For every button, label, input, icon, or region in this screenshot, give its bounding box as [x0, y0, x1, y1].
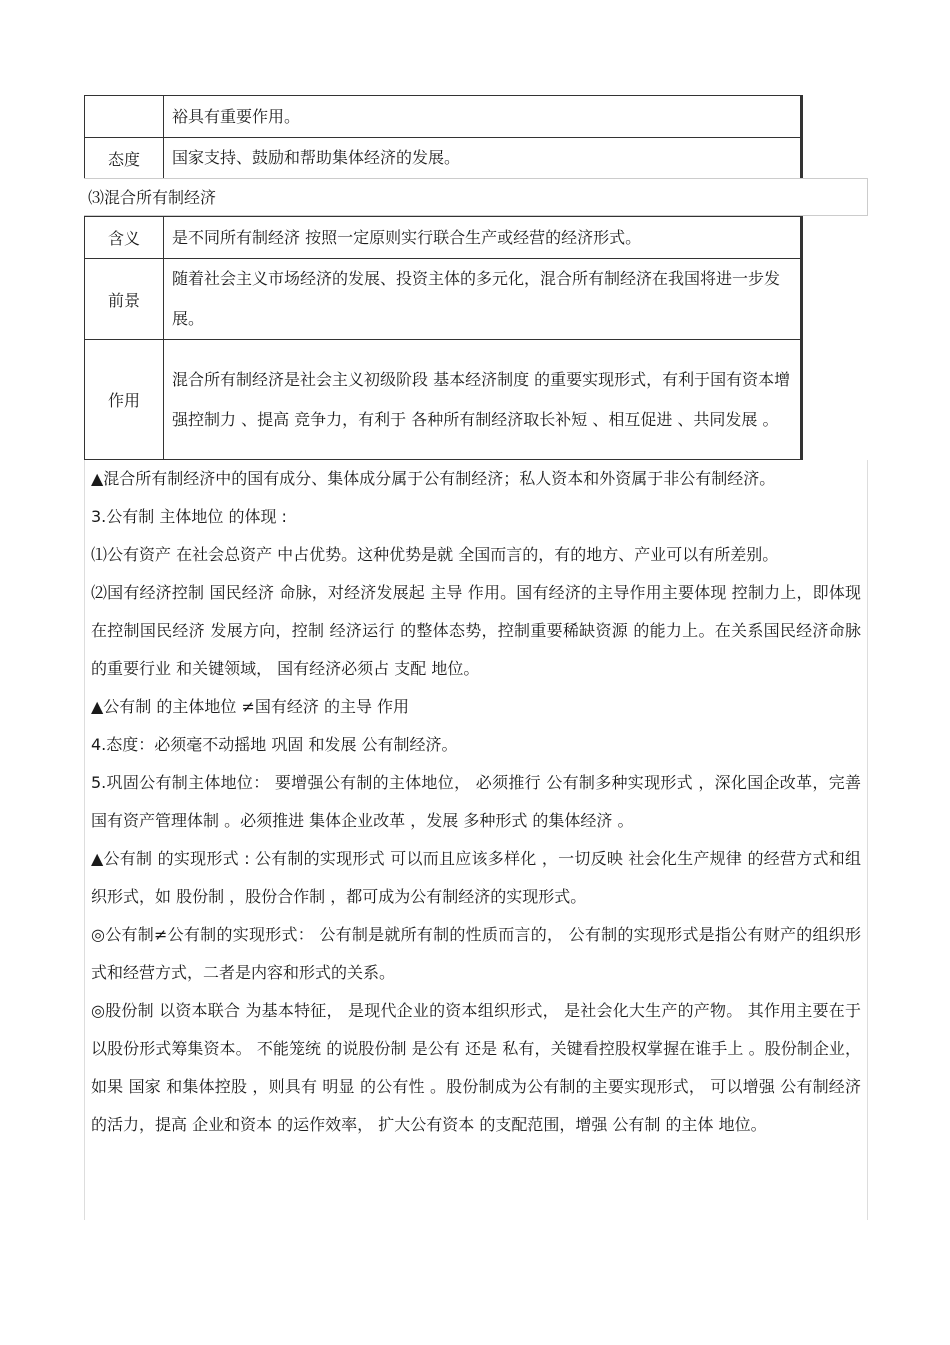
row-content: 国家支持、鼓励和帮助集体经济的发展。 — [164, 138, 802, 179]
paragraph: ▲混合所有制经济中的国有成分、集体成分属于公有制经济；私人资本和外资属于非公有制经济。 — [91, 469, 776, 488]
paragraph: 3.公有制 主体地位 的体现 : — [91, 507, 287, 526]
row-label: 作用 — [85, 340, 164, 460]
row-content: 随着社会主义市场经济的发展、投资主体的多元化，混合所有制经济在我国将进一步发展。 — [164, 259, 802, 340]
paragraph: ◎公有制≠公有制的实现形式： 公有制是就所有制的性质而言的， 公有制的实现形式是指公有财产的组织形式和经营方式，二者是内容和形式的关系。 — [91, 925, 861, 982]
mixed-ownership-table — [84, 216, 803, 460]
row-label: 前景 — [85, 259, 164, 340]
ownership-table-top — [84, 95, 803, 179]
row-label: 态度 — [85, 138, 164, 179]
paragraph: 5.巩固公有制主体地位： 要增强公有制的主体地位， 必须推行 公有制多种实现形式 ，深化国企改革，完善 国有资产管理体制 。必须推进 集体企业改革 ，发展 多种形式 的集体经济 。 — [91, 773, 861, 830]
table-row — [85, 138, 802, 179]
table-row — [85, 96, 802, 138]
row-label — [85, 96, 164, 138]
row-content: 裕具有重要作用。 — [164, 96, 802, 138]
paragraph: ▲公有制 的实现形式 : 公有制的实现形式 可以而且应该多样化 ，一切反映 社会化生产规律 的经营方式和组织形式，如 股份制 ，股份合作制 ，都可成为公有制经济的实现形式。 — [91, 849, 861, 906]
row-content: 是不同所有制经济 按照一定原则实行联合生产或经营的经济形式。 — [164, 217, 802, 259]
paragraph: ⑴公有资产 在社会总资产 中占优势。这种优势是就 全国而言的，有的地方、产业可以有所差别。 — [91, 545, 779, 564]
table-row — [85, 340, 802, 460]
table-row — [85, 217, 802, 259]
paragraph: ◎股份制 以资本联合 为基本特征， 是现代企业的资本组织形式， 是社会化大生产的产物。 其作用主要在于以股份形式筹集资本。 不能笼统 的说股份制 是公有 还是 私有，关键看控股权掌握在谁手上 。股份制企业，如果 国家 和集体控股 ，则具有 明显 的公有性 。股份制成为公有制的主要实现形式， 可以增强 公有制经济 的活力，提高 企业和资本 的运作效率， 扩大公有资本 的支配范围，增强 公有制 的主体 地位。 — [91, 1001, 861, 1134]
section-heading: ⑶混合所有制经济 — [84, 178, 868, 216]
row-content: 混合所有制经济是社会主义初级阶段 基本经济制度 的重要实现形式，有利于国有资本增强控制力 、提高 竞争力，有利于 各种所有制经济取长补短 、相互促进 、共同发展 。 — [164, 340, 802, 460]
paragraph: ▲公有制 的主体地位 ≠国有经济 的主导 作用 — [91, 697, 410, 716]
table-row — [85, 259, 802, 340]
paragraph: 4.态度：必须毫不动摇地 巩固 和发展 公有制经济。 — [91, 735, 458, 754]
paragraph: ⑵国有经济控制 国民经济 命脉，对经济发展起 主导 作用。国有经济的主导作用主要体现 控制力上，即体现在控制国民经济 发展方向，控制 经济运行 的整体态势，控制重要稀缺资源 的能力上。在关系国民经济命脉 的重要行业 和关键领域， 国有经济必须占 支配 地位。 — [91, 583, 861, 678]
row-label: 含义 — [85, 217, 164, 259]
body-text — [84, 460, 868, 1220]
